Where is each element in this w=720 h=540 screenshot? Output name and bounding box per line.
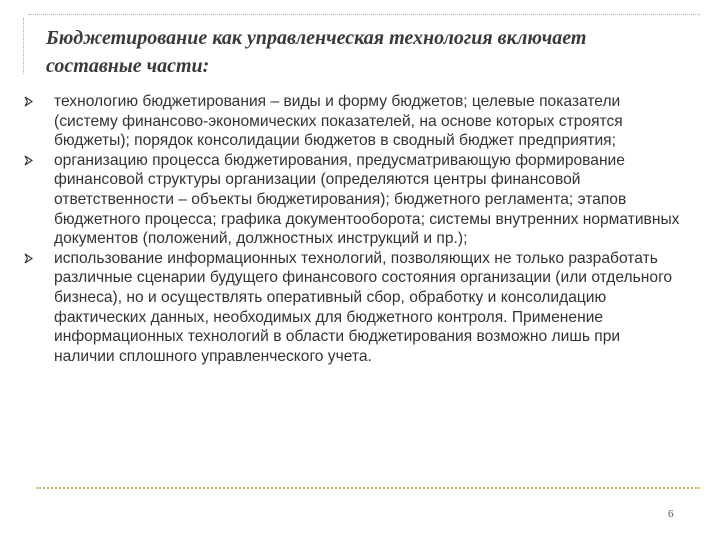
arrowhead-bullet-icon bbox=[24, 155, 33, 166]
bullet-item bbox=[24, 249, 684, 367]
bullet-text: использование информационных технологий, позволяющих не только разработать различные сценарии будущего финансового состояния организации (или отдельного бизнеса), но и осуществлять оперативный сбор, обработку и консолидацию фактических данных, необходимых для бюджетного контроля. Применение информационных технологий в области бюджетирования возможно лишь при наличии сплошного управленческого учета. bbox=[54, 249, 673, 365]
top-dotted-divider bbox=[28, 14, 700, 15]
bullet-item bbox=[24, 151, 684, 249]
arrowhead-bullet-icon bbox=[24, 253, 33, 264]
slide-title-line: Бюджетирование как управленческая технология включает bbox=[46, 27, 587, 49]
arrowhead-bullet-icon bbox=[24, 96, 33, 107]
page-number: 6 bbox=[668, 508, 674, 520]
bottom-dotted-divider bbox=[36, 487, 700, 489]
bullet-text: технологию бюджетирования – виды и форму бюджетов; целевые показатели (систему финансово-экономических показателей, на основе которых строятся бюджеты); порядок консолидации бюджетов в сводный бюджет предприятия; bbox=[54, 93, 623, 150]
bullet-list bbox=[24, 92, 684, 366]
left-dotted-divider bbox=[23, 18, 24, 74]
bullet-text: организацию процесса бюджетирования, предусматривающую формирование финансовой структуры организации (определяются центры финансовой ответственности – объекты бюджетирования); бюджетного регламента; этапов бюджетного процесса; графика документооборота; системы внутренних нормативных документов (положений, должностных инструкций и пр.); bbox=[54, 151, 680, 248]
slide-title bbox=[46, 24, 716, 80]
slide-title-line: составные части: bbox=[46, 55, 210, 77]
bullet-item bbox=[24, 92, 684, 151]
